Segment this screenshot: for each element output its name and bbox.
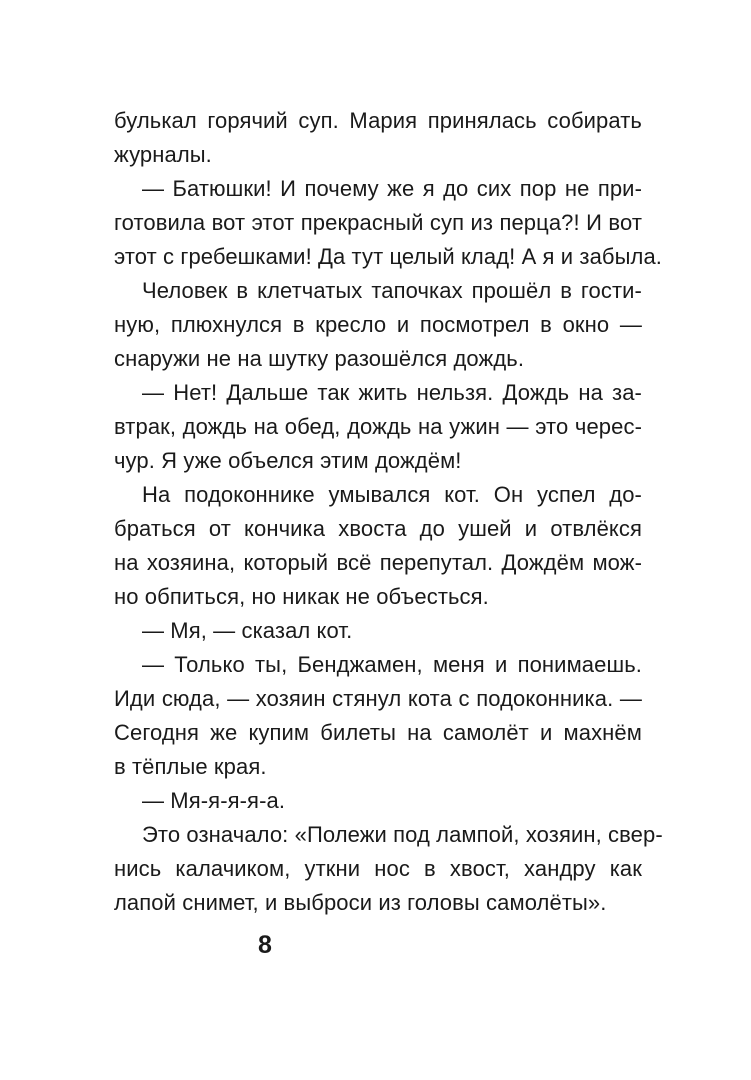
text-line: Это означало: «Полежи под лампой, хозяин, свер- (142, 822, 663, 847)
text-line: снаружи не на шутку разошёлся дождь. (114, 346, 525, 371)
text-line: — Только ты, Бенджамен, меня и понимаешь. (142, 652, 642, 677)
text-line: булькал горячий суп. Мария принялась собирать (114, 108, 642, 133)
text-line: — Нет! Дальше так жить нельзя. Дождь на за- (142, 380, 642, 405)
text-line: втрак, дождь на обед, дождь на ужин — это черес- (114, 414, 642, 439)
text-line: На подоконнике умывался кот. Он успел до- (142, 482, 642, 507)
text-line: на хозяина, который всё перепутал. Дождём мож- (114, 550, 642, 575)
text-line: в тёплые края. (114, 754, 267, 779)
page-number: 8 (258, 931, 272, 959)
text-line: журналы. (114, 142, 212, 167)
text-line: — Батюшки! И почему же я до сих пор не при- (142, 176, 642, 201)
text-line: ную, плюхнулся в кресло и посмотрел в окно — (114, 312, 642, 337)
text-line: нись калачиком, уткни нос в хвост, хандру как (114, 856, 642, 881)
text-line: — Мя-я-я-я-а. (142, 788, 286, 813)
text-line: Человек в клетчатых тапочках прошёл в гости- (142, 278, 642, 303)
text-line: этот с гребешками! Да тут целый клад! А я и забыла. (114, 244, 662, 269)
body-text (114, 104, 663, 920)
text-line: готовила вот этот прекрасный суп из перца?! И вот (114, 210, 642, 235)
text-line: лапой снимет, и выброси из головы самолёты». (114, 890, 607, 915)
text-line: чур. Я уже объелся этим дождём! (114, 448, 462, 473)
text-line: но обпиться, но никак не объесться. (114, 584, 489, 609)
text-line: Сегодня же купим билеты на самолёт и махнём (114, 720, 642, 745)
text-line: — Мя, — сказал кот. (142, 618, 353, 643)
text-line: Иди сюда, — хозяин стянул кота с подоконника. — (114, 686, 642, 711)
text-line: браться от кончика хвоста до ушей и отвлёкся (114, 516, 642, 541)
